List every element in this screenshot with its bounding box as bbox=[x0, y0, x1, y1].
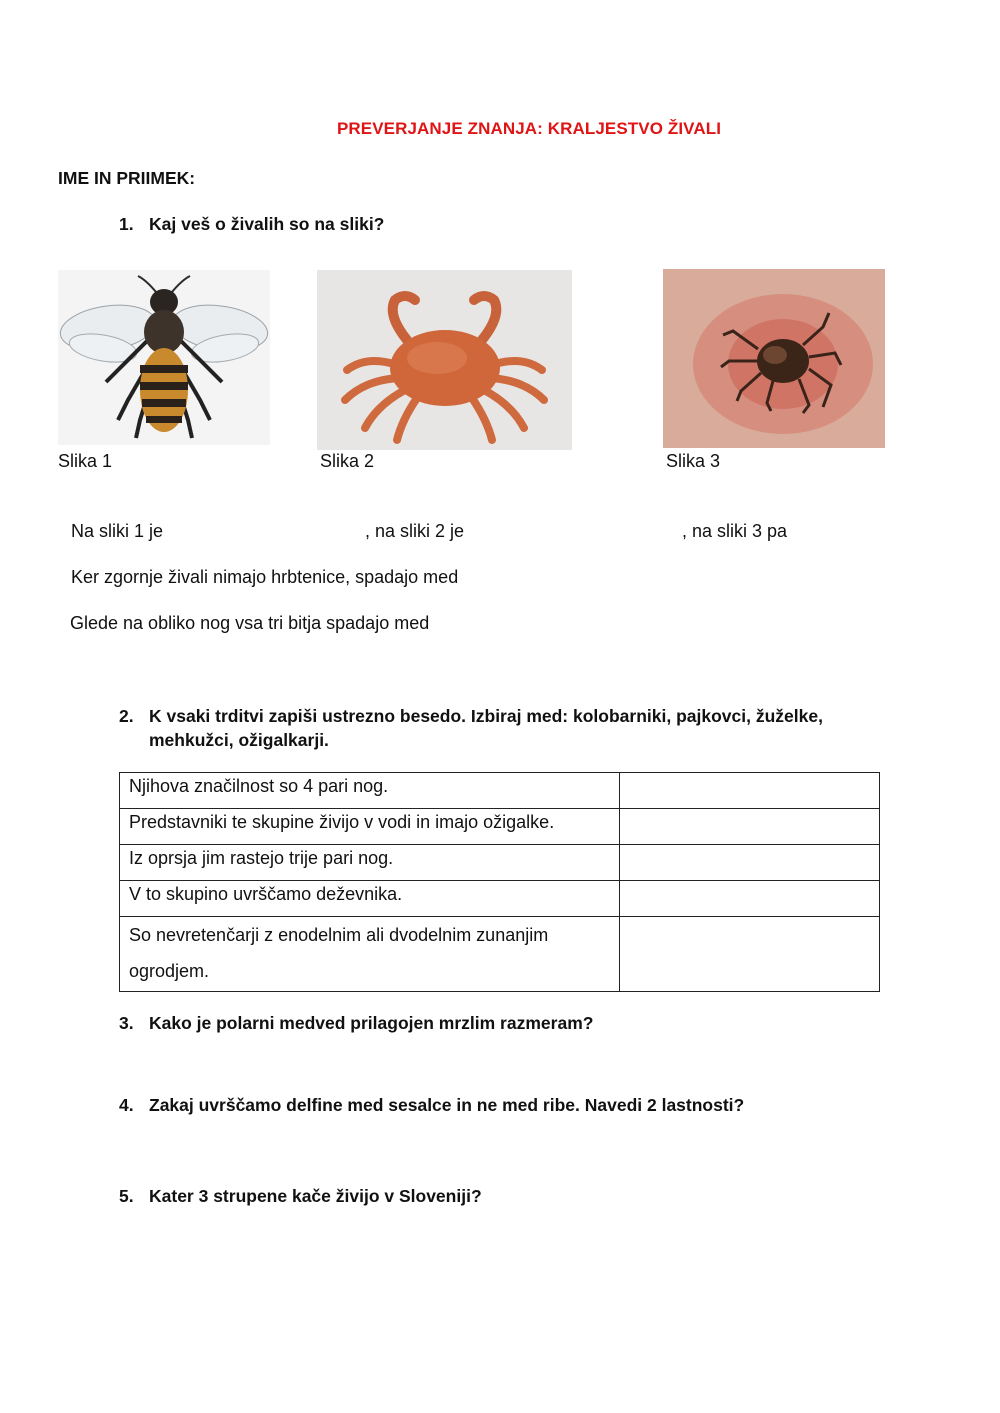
statement-cell: Predstavniki te skupine živijo v vodi in imajo ožigalke. bbox=[120, 809, 620, 845]
question-5 bbox=[119, 1186, 482, 1207]
question-1 bbox=[119, 214, 384, 235]
fill-in-text: Ker zgornje živali nimajo hrbtenice, spadajo med bbox=[71, 567, 459, 587]
image-caption: Slika 1 bbox=[58, 451, 113, 471]
question-4 bbox=[119, 1095, 744, 1116]
fill-in-text: Glede na obliko nog vsa tri bitja spadajo med bbox=[70, 613, 430, 633]
table-row bbox=[120, 917, 880, 992]
answer-cell[interactable] bbox=[619, 773, 879, 809]
table-row bbox=[120, 881, 880, 917]
fill-in-text: Na sliki 1 je bbox=[71, 521, 164, 541]
answer-cell[interactable] bbox=[619, 809, 879, 845]
question-2 bbox=[119, 706, 949, 751]
answer-cell[interactable] bbox=[619, 881, 879, 917]
question-text: Kaj veš o živalih so na sliki? bbox=[149, 214, 385, 234]
image-caption: Slika 2 bbox=[320, 451, 375, 471]
question-number: 1. bbox=[119, 214, 134, 234]
question-number: 3. bbox=[119, 1013, 134, 1033]
table-row bbox=[120, 773, 880, 809]
question-text: Kako je polarni medved prilagojen mrzlim razmeram? bbox=[149, 1013, 594, 1033]
statement-cell: Iz oprsja jim rastejo trije pari nog. bbox=[120, 845, 620, 881]
statement-cell: Njihova značilnost so 4 pari nog. bbox=[120, 773, 620, 809]
fill-in-text: , na sliki 3 pa bbox=[682, 521, 788, 541]
statement-cell: So nevretenčarji z enodelnim ali dvodelnim zunanjim ogrodjem. bbox=[120, 917, 620, 992]
question-text-continued: mehkužci, ožigalkarji. bbox=[149, 730, 329, 750]
page-title: PREVERJANJE ZNANJA: KRALJESTVO ŽIVALI bbox=[336, 119, 722, 138]
question-text: Zakaj uvrščamo delfine med sesalce in ne med ribe. Navedi 2 lastnosti? bbox=[149, 1095, 745, 1115]
question-text: Kater 3 strupene kače živijo v Sloveniji? bbox=[149, 1186, 482, 1206]
crab-image bbox=[317, 270, 572, 450]
fill-in-text: , na sliki 2 je bbox=[365, 521, 465, 541]
tick-image bbox=[663, 269, 885, 448]
answer-cell[interactable] bbox=[619, 845, 879, 881]
bee-image bbox=[58, 270, 270, 445]
question-number: 5. bbox=[119, 1186, 134, 1206]
image-caption: Slika 3 bbox=[666, 451, 721, 471]
table-row bbox=[120, 809, 880, 845]
answer-table bbox=[119, 772, 880, 992]
question-3 bbox=[119, 1013, 593, 1034]
question-text: K vsaki trditvi zapiši ustrezno besedo. Izbiraj med: kolobarniki, pajkovci, žuželke, bbox=[149, 706, 823, 726]
table-row bbox=[120, 845, 880, 881]
answer-cell[interactable] bbox=[619, 917, 879, 992]
question-number: 2. bbox=[119, 706, 134, 726]
statement-cell: V to skupino uvrščamo deževnika. bbox=[120, 881, 620, 917]
name-label: IME IN PRIIMEK: bbox=[58, 168, 196, 188]
question-number: 4. bbox=[119, 1095, 134, 1115]
